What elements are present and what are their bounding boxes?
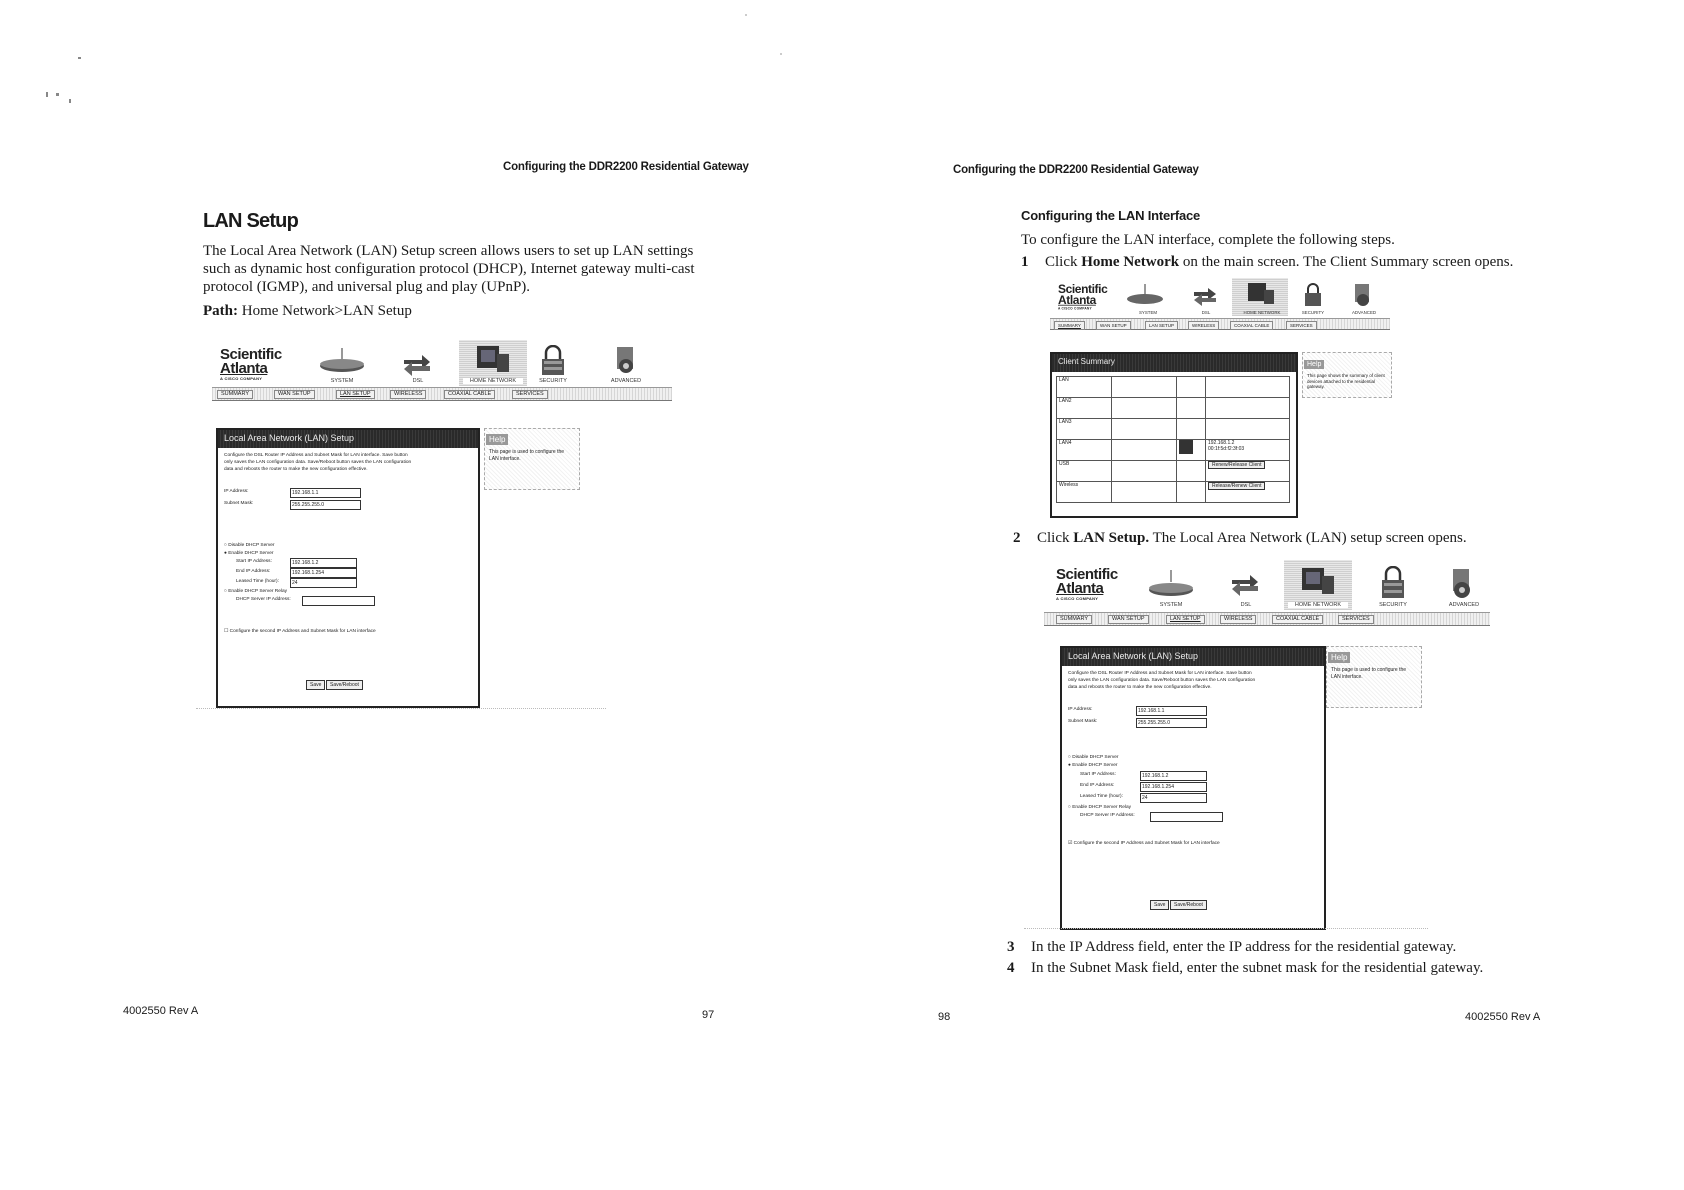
end-ip-input[interactable]: 192.168.1.254	[290, 568, 357, 578]
logo-tagline: A CISCO COMPANY	[220, 376, 263, 381]
path-value: Home Network>LAN Setup	[241, 303, 412, 319]
subnet-mask-label: Subnet Mask:	[224, 501, 254, 506]
row-lan2: LAN2	[1057, 398, 1112, 419]
step-2-pre: Click	[1037, 530, 1074, 546]
nav3-system[interactable]: SYSTEM	[1159, 602, 1183, 608]
row-wireless: Wireless	[1057, 482, 1112, 503]
lan-desc-2: only saves the LAN configuration data. Save/Reboot button saves the LAN configuration	[224, 460, 412, 465]
dsl-arrows-icon[interactable]	[402, 352, 432, 376]
client-ip: 192.168.1.2	[1208, 440, 1235, 446]
second-ip-label-right: Configure the second IP Address and Subnet Mask for LAN interface	[1073, 841, 1220, 846]
table-cell	[1177, 440, 1206, 461]
sa-logo-2	[1058, 284, 1107, 310]
nav3-security[interactable]: SECURITY	[1379, 602, 1407, 608]
advanced-gear-icon-3[interactable]	[1450, 566, 1476, 600]
table-row	[1057, 461, 1290, 482]
table-cell	[1112, 440, 1177, 461]
relay-ip-input[interactable]	[302, 596, 375, 606]
client-table	[1056, 376, 1290, 503]
advanced-gear-icon-2[interactable]	[1353, 282, 1373, 308]
end-ip-label: End IP Address:	[236, 569, 271, 574]
help-title-right: Help	[1328, 652, 1350, 663]
scan-speck	[69, 99, 71, 103]
nav-security[interactable]: SECURITY	[539, 378, 567, 384]
step-1-pre: Click	[1045, 254, 1082, 270]
relay-ip-label: DHCP Server IP Address:	[236, 597, 291, 602]
security-lock-icon-3[interactable]	[1380, 566, 1406, 600]
logo3-line2: Atlanta	[1056, 580, 1104, 597]
nav2-system[interactable]: SYSTEM	[1138, 310, 1158, 316]
table-cell	[1206, 398, 1290, 419]
lan-setup-panel	[216, 428, 480, 708]
nav-dsl[interactable]: DSL	[412, 378, 424, 384]
step-3-text: In the IP Address field, enter the IP address for the residential gateway.	[1031, 939, 1457, 955]
screenshot-baseline	[196, 708, 606, 709]
relay-ip-input-right[interactable]	[1150, 812, 1223, 822]
tab2-lan-setup[interactable]: LAN SETUP	[1145, 321, 1178, 330]
tab-wan-setup[interactable]: WAN SETUP	[274, 390, 315, 399]
logo3-tagline: A CISCO COMPANY	[1056, 596, 1099, 601]
nav-home-network[interactable]: HOME NETWORK	[463, 378, 523, 384]
help-text: This page is used to configure the LAN interface.	[489, 449, 565, 462]
client-panel-title: Client Summary	[1052, 354, 1296, 372]
tab2-wireless[interactable]: WIRELESS	[1188, 321, 1219, 330]
end-ip-input-right[interactable]: 192.168.1.254	[1140, 782, 1207, 792]
table-cell	[1112, 377, 1177, 398]
left-footer: 4002550 Rev A	[123, 1005, 199, 1017]
dsl-arrows-icon-3[interactable]	[1230, 572, 1260, 596]
step-2-number: 2	[1013, 530, 1021, 546]
tab-summary[interactable]: SUMMARY	[217, 390, 253, 399]
step-1	[1021, 253, 1513, 271]
step-1-post: on the main screen. The Client Summary screen opens.	[1179, 254, 1514, 270]
path-line	[203, 302, 412, 320]
table-cell	[1177, 482, 1206, 503]
start-ip-label: Start IP Address:	[236, 559, 272, 564]
table-cell	[1206, 440, 1290, 461]
subnet-mask-label-right: Subnet Mask:	[1068, 719, 1098, 724]
step-3	[1007, 938, 1456, 956]
lan-panel-title-right: Local Area Network (LAN) Setup	[1062, 648, 1324, 666]
lan-setup-screenshot-left	[212, 340, 672, 710]
intro-paragraph	[203, 242, 723, 296]
security-lock-icon-2[interactable]	[1303, 282, 1323, 308]
table-cell	[1206, 482, 1290, 503]
client-mac: 00:1f:5d:f2:3f:03	[1208, 446, 1245, 452]
table-row	[1057, 377, 1290, 398]
help-box	[484, 428, 580, 490]
tab3-summary[interactable]: SUMMARY	[1056, 615, 1092, 624]
nav3-home-network[interactable]: HOME NETWORK	[1288, 602, 1348, 608]
save-button-right[interactable]: Save	[1150, 900, 1169, 910]
lan-desc-right-3: data and reboots the router to make the new configuration effective.	[1068, 685, 1212, 690]
path-label: Path:	[203, 303, 238, 319]
table-row	[1057, 482, 1290, 503]
logo2-line2: Atlanta	[1058, 293, 1096, 308]
intro-line-1: The Local Area Network (LAN) Setup screen allows users to set up LAN settings	[203, 243, 694, 259]
tab3-wan-setup[interactable]: WAN SETUP	[1108, 615, 1149, 624]
left-running-header: Configuring the DDR2200 Residential Gateway	[503, 161, 749, 173]
release-renew-button[interactable]: Release/Renew Client	[1208, 482, 1265, 490]
right-running-header: Configuring the DDR2200 Residential Gateway	[953, 164, 1199, 176]
ip-address-label-right: IP Address:	[1068, 707, 1093, 712]
end-ip-label-right: End IP Address:	[1080, 783, 1115, 788]
system-router-icon[interactable]	[317, 348, 367, 378]
tab3-lan-setup[interactable]: LAN SETUP	[1166, 615, 1205, 624]
table-cell	[1112, 461, 1177, 482]
help-text-right: This page is used to configure the LAN interface.	[1331, 667, 1407, 680]
lan-desc-right-1: Configure the DSL Router IP Address and Subnet Mask for LAN interface. Save button	[1068, 671, 1252, 676]
tab-bar	[212, 387, 672, 401]
intro-line-2: such as dynamic host configuration protocol (DHCP), Internet gateway multi-cast	[203, 261, 695, 277]
help-title: Help	[486, 434, 508, 445]
ip-address-input[interactable]: 192.168.1.1	[290, 488, 361, 498]
step-4-text: In the Subnet Mask field, enter the subnet mask for the residential gateway.	[1031, 960, 1484, 976]
computer-icon	[1179, 440, 1193, 454]
enable-dhcp-label: Enable DHCP Server	[228, 551, 274, 556]
table-cell	[1112, 419, 1177, 440]
home-network-icon	[459, 340, 527, 380]
step-4	[1007, 959, 1483, 977]
tab2-summary[interactable]: SUMMARY	[1054, 321, 1085, 330]
lease-time-label: Leased Time (hour):	[236, 579, 279, 584]
logo3-line1: Scientific	[1056, 566, 1118, 583]
right-intro: To configure the LAN interface, complete the following steps.	[1021, 232, 1395, 248]
lan-desc-1: Configure the DSL Router IP Address and Subnet Mask for LAN interface. Save button	[224, 453, 408, 458]
table-cell	[1112, 482, 1177, 503]
table-cell	[1177, 377, 1206, 398]
home-network-glyph-2	[1232, 278, 1288, 310]
nav-system[interactable]: SYSTEM	[330, 378, 354, 384]
table-row	[1057, 419, 1290, 440]
disable-dhcp-radio-right[interactable]: ○ Disable DHCP Server	[1068, 755, 1119, 760]
step-4-number: 4	[1007, 960, 1015, 976]
lease-time-input[interactable]: 24	[290, 578, 357, 588]
table-cell	[1177, 419, 1206, 440]
row-lan: LAN	[1057, 377, 1112, 398]
left-page-number: 97	[702, 1009, 715, 1021]
tab3-services[interactable]: SERVICES	[1338, 615, 1374, 624]
tab-bar-2	[1050, 318, 1390, 330]
lan-panel-description-right	[1068, 670, 1318, 691]
ip-address-label: IP Address:	[224, 489, 249, 494]
tab2-coaxial-cable[interactable]: COAXIAL CABLE	[1230, 321, 1273, 330]
scan-speck	[745, 14, 747, 16]
row-lan4: LAN4	[1057, 440, 1112, 461]
start-ip-label-right: Start IP Address:	[1080, 772, 1116, 777]
dsl-arrows-icon-2[interactable]	[1192, 286, 1218, 306]
tab-wireless[interactable]: WIRELESS	[390, 390, 426, 399]
tab3-coaxial-cable[interactable]: COAXIAL CABLE	[1272, 615, 1323, 624]
step-2	[1013, 529, 1467, 547]
lease-time-label-right: Leased Time (hour):	[1080, 794, 1123, 799]
tab-coaxial-cable[interactable]: COAXIAL CABLE	[444, 390, 495, 399]
table-cell	[1177, 461, 1206, 482]
right-footer: 4002550 Rev A	[1465, 1011, 1541, 1023]
enable-dhcp-label-right: Enable DHCP Server	[1072, 763, 1118, 768]
client-help-title: Help	[1304, 360, 1324, 369]
table-cell	[1206, 419, 1290, 440]
tab-bar-3	[1044, 612, 1490, 626]
logo2-line1: Scientific	[1058, 282, 1108, 296]
nav2-dsl[interactable]: DSL	[1201, 310, 1211, 316]
step-2-bold: LAN Setup.	[1073, 530, 1150, 546]
scan-speck	[46, 92, 48, 97]
nav2-security[interactable]: SECURITY	[1301, 310, 1325, 316]
subnet-mask-input[interactable]: 255.255.255.0	[290, 500, 361, 510]
lan-desc-right-2: only saves the LAN configuration data. Save/Reboot button saves the LAN configuration	[1068, 678, 1256, 683]
intro-line-3: protocol (IGMP), and universal plug and play (UPnP).	[203, 279, 531, 295]
system-router-icon-3[interactable]	[1146, 570, 1196, 600]
lan-panel-title: Local Area Network (LAN) Setup	[218, 430, 478, 448]
second-ip-label: Configure the second IP Address and Subnet Mask for LAN interface	[229, 629, 376, 634]
tab2-services[interactable]: SERVICES	[1286, 321, 1317, 330]
scan-speck	[56, 93, 59, 96]
disable-dhcp-label-right: Disable DHCP Server	[1072, 755, 1119, 760]
table-cell	[1177, 398, 1206, 419]
client-help-box	[1302, 352, 1392, 398]
dhcp-relay-label: Enable DHCP Server Relay	[228, 589, 288, 594]
client-summary-screenshot	[1050, 278, 1400, 518]
dhcp-relay-radio-right[interactable]: ○ Enable DHCP Server Relay	[1068, 805, 1132, 810]
table-cell	[1206, 377, 1290, 398]
tab2-wan-setup[interactable]: WAN SETUP	[1096, 321, 1131, 330]
right-page-number: 98	[938, 1011, 951, 1023]
nav3-advanced[interactable]: ADVANCED	[1448, 602, 1480, 608]
subsection-title: Configuring the LAN Interface	[1021, 208, 1201, 223]
scan-speck	[78, 57, 81, 59]
home-network-glyph-3	[1284, 560, 1352, 602]
help-box-right	[1326, 646, 1422, 708]
ip-address-input-right[interactable]: 192.168.1.1	[1136, 706, 1207, 716]
client-summary-panel	[1050, 352, 1298, 518]
save-button[interactable]: Save	[306, 680, 325, 690]
table-row	[1057, 440, 1290, 461]
lan-panel-description	[224, 452, 472, 473]
dhcp-relay-radio[interactable]: ○ Enable DHCP Server Relay	[224, 589, 288, 594]
save-reboot-button-right[interactable]: Save/Reboot	[1170, 900, 1207, 910]
tab-lan-setup[interactable]: LAN SETUP	[336, 390, 375, 399]
row-usb: USB	[1057, 461, 1112, 482]
logo2-tagline: A CISCO COMPANY	[1058, 306, 1092, 311]
client-help-text: This page shows the summary of client devices attached to the residential gateway.	[1307, 373, 1385, 389]
relay-ip-label-right: DHCP Server IP Address:	[1080, 813, 1135, 818]
table-cell	[1112, 398, 1177, 419]
system-router-icon-2[interactable]	[1125, 284, 1165, 308]
advanced-gear-icon[interactable]	[614, 344, 638, 376]
second-ip-checkbox-right[interactable]: ☑ Configure the second IP Address and Subnet Mask for LAN interface	[1068, 841, 1220, 846]
enable-dhcp-radio-right[interactable]: ● Enable DHCP Server	[1068, 763, 1118, 768]
lan-desc-3: data and reboots the router to make the new configuration effective.	[224, 467, 368, 472]
second-ip-checkbox[interactable]: ☐ Configure the second IP Address and Subnet Mask for LAN interface	[224, 629, 376, 634]
step-3-number: 3	[1007, 939, 1015, 955]
nav3-dsl[interactable]: DSL	[1240, 602, 1252, 608]
lease-time-input-right[interactable]: 24	[1140, 793, 1207, 803]
tab-services[interactable]: SERVICES	[512, 390, 548, 399]
logo-line1: Scientific	[220, 346, 282, 363]
step-2-post: The Local Area Network (LAN) setup screen opens.	[1149, 530, 1467, 546]
table-cell	[1206, 461, 1290, 482]
disable-dhcp-radio[interactable]: ○ Disable DHCP Server	[224, 543, 275, 548]
tab3-wireless[interactable]: WIRELESS	[1220, 615, 1256, 624]
table-row	[1057, 398, 1290, 419]
sa-logo-3	[1056, 568, 1118, 601]
lan-setup-screenshot-right	[1044, 558, 1490, 930]
nav-advanced[interactable]: ADVANCED	[610, 378, 642, 384]
renew-release-button[interactable]: Renew/Release Client	[1208, 461, 1265, 469]
screenshot-baseline-right	[1024, 928, 1428, 929]
enable-dhcp-radio[interactable]: ● Enable DHCP Server	[224, 551, 274, 556]
start-ip-input[interactable]: 192.168.1.2	[290, 558, 357, 568]
subnet-mask-input-right[interactable]: 255.255.255.0	[1136, 718, 1207, 728]
step-1-number: 1	[1021, 254, 1029, 270]
security-lock-icon[interactable]	[540, 345, 566, 377]
logo-line2: Atlanta	[220, 360, 268, 377]
dhcp-relay-label-right: Enable DHCP Server Relay	[1072, 805, 1132, 810]
nav2-advanced[interactable]: ADVANCED	[1351, 310, 1377, 316]
section-title: LAN Setup	[203, 210, 299, 232]
row-lan3: LAN3	[1057, 419, 1112, 440]
sa-logo	[220, 348, 282, 381]
step-1-bold: Home Network	[1081, 254, 1180, 270]
lan-setup-panel-right	[1060, 646, 1326, 930]
start-ip-input-right[interactable]: 192.168.1.2	[1140, 771, 1207, 781]
scan-speck	[780, 53, 782, 55]
disable-dhcp-label: Disable DHCP Server	[228, 543, 275, 548]
save-reboot-button[interactable]: Save/Reboot	[326, 680, 363, 690]
nav2-home-network[interactable]: HOME NETWORK	[1243, 310, 1281, 316]
